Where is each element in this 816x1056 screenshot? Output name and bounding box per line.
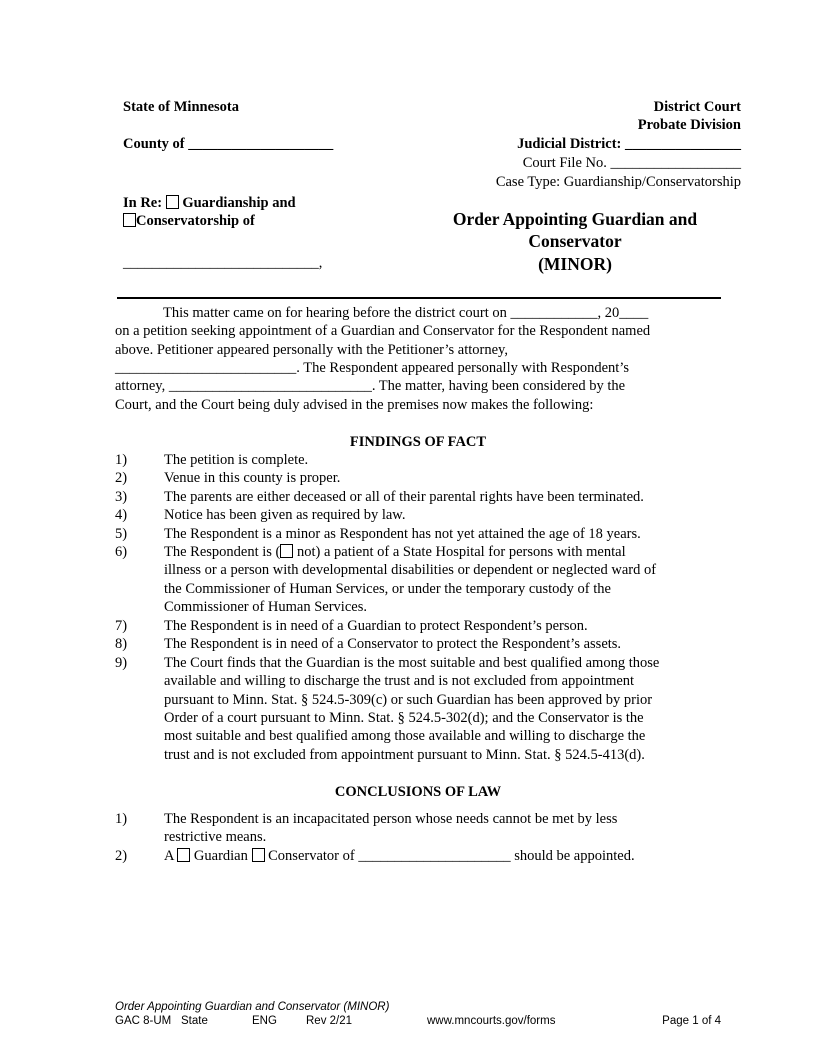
in-re-line2 [123, 212, 255, 230]
finding-9-line4: Order of a court pursuant to Minn. Stat. § 524.5-302(d); and the Conservator is the [164, 709, 644, 726]
guardianship-checkbox[interactable] [166, 195, 179, 209]
finding-6-line3: the Commissioner of Human Services, or under the temporary custody of the [164, 580, 611, 597]
finding-text: Venue in this county is proper. [164, 470, 341, 486]
finding-number: 8) [115, 636, 128, 652]
intro-line5: attorney, ____________________________. The matter, having been considered by the [115, 378, 626, 394]
finding-1 [0, 451, 816, 471]
finding-5 [0, 525, 816, 545]
intro-line4: _________________________. The Respondent appeared personally with Respondent’s [115, 360, 630, 376]
finding-text: The Respondent is in need of a Conservator to protect the Respondent’s assets. [164, 636, 622, 652]
finding-number: 4) [115, 507, 128, 523]
finding-9-line3: pursuant to Minn. Stat. § 524.5-309(c) or such Guardian has been approved by prior [164, 691, 653, 708]
state-label: State of Minnesota [123, 99, 239, 115]
conclusion-2-text-c: Conservator of _____________________ should be appointed. [264, 848, 635, 864]
in-re-prefix: In Re: [123, 195, 163, 211]
court-label: District Court [653, 99, 741, 115]
finding-6-text-a: The Respondent is ( [164, 544, 281, 560]
conclusions-heading: CONCLUSIONS OF LAW [334, 784, 502, 800]
guardian-checkbox[interactable] [177, 848, 190, 862]
county-field[interactable]: County of ____________________ [123, 136, 334, 152]
case-type-label: Case Type: Guardianship/Conservatorship [495, 174, 741, 190]
finding-3 [0, 488, 816, 508]
finding-number: 1) [115, 452, 128, 468]
in-re-conservatorship: Conservatorship of [136, 213, 255, 229]
footer-form-code: GAC 8-UM [115, 1015, 172, 1027]
finding-number: 9) [115, 655, 128, 671]
footer-rev: Rev 2/21 [306, 1015, 353, 1027]
finding-9-line1: The Court finds that the Guardian is the most suitable and best qualified among those [164, 655, 660, 671]
finding-text: Notice has been given as required by law. [164, 507, 406, 523]
finding-6 [0, 543, 816, 619]
conclusion-text [164, 847, 724, 865]
conclusion-1-line2: restrictive means. [164, 829, 267, 846]
finding-2 [0, 469, 816, 489]
finding-4 [0, 506, 816, 526]
intro-line1: This matter came on for hearing before the district court on ____________, 20____ [163, 305, 649, 321]
finding-6-text-b: not) a patient of a State Hospital for persons with mental [293, 544, 626, 560]
conclusion-2-text-a: A [164, 848, 178, 864]
footer-lang: ENG [252, 1015, 277, 1027]
footer-url[interactable]: www.mncourts.gov/forms [427, 1015, 556, 1027]
conclusion-1-line1: The Respondent is an incapacitated person whose needs cannot be met by less [164, 811, 618, 827]
conservatorship-checkbox[interactable] [123, 213, 136, 227]
conclusion-number: 2) [115, 848, 128, 864]
finding-6-line2: illness or a person with developmental disabilities or dependent or neglected ward of [164, 562, 657, 579]
finding-number: 6) [115, 544, 128, 560]
conservator-checkbox[interactable] [252, 848, 265, 862]
finding-9-line6: trust and is not excluded from appointment pursuant to Minn. Stat. § 524.5-413(d). [164, 746, 645, 763]
footer-state: State [181, 1015, 208, 1027]
conclusion-number: 1) [115, 811, 128, 827]
footer-page: Page 1 of 4 [662, 1015, 721, 1027]
court-file-field[interactable]: Court File No. __________________ [522, 155, 741, 171]
finding-8 [0, 635, 816, 655]
division-label: Probate Division [637, 117, 741, 133]
finding-text: The Respondent is in need of a Guardian to protect Respondent’s person. [164, 618, 588, 634]
respondent-name-field[interactable]: ___________________________, [123, 255, 323, 271]
finding-7 [0, 617, 816, 637]
title-line1: Order Appointing Guardian and [452, 209, 698, 229]
finding-text: The Respondent is a minor as Respondent has not yet attained the age of 18 years. [164, 526, 641, 542]
judicial-district-field[interactable] [517, 135, 741, 153]
conclusion-1 [0, 810, 816, 848]
state-hospital-checkbox[interactable] [280, 544, 293, 558]
finding-number: 3) [115, 489, 128, 505]
finding-9-line5: most suitable and best qualified among those available and willing to discharge the [164, 728, 646, 745]
header-divider [117, 297, 721, 299]
title-line3: (MINOR) [538, 254, 612, 274]
finding-number: 7) [115, 618, 128, 634]
intro-line3: above. Petitioner appeared personally with the Petitioner’s attorney, [115, 342, 508, 358]
finding-number: 5) [115, 526, 128, 542]
finding-text: The petition is complete. [164, 452, 309, 468]
conclusion-2-text-b: Guardian [190, 848, 252, 864]
finding-9-line2: available and willing to discharge the trust and is not excluded from appointment [164, 673, 635, 690]
in-re-guardianship: Guardianship and [182, 195, 296, 211]
finding-6-line4: Commissioner of Human Services. [164, 598, 367, 615]
intro-line6: Court, and the Court being duly advised in the premises now makes the following: [115, 397, 594, 413]
findings-heading: FINDINGS OF FACT [349, 434, 487, 450]
in-re-line1 [123, 194, 296, 212]
finding-text: The parents are either deceased or all of their parental rights have been terminated. [164, 489, 644, 505]
finding-text [164, 543, 724, 561]
finding-number: 2) [115, 470, 128, 486]
finding-9 [0, 654, 816, 766]
conclusion-2 [0, 847, 816, 867]
footer-form-title: Order Appointing Guardian and Conservator (MINOR) [115, 1001, 390, 1013]
intro-line2: on a petition seeking appointment of a Guardian and Conservator for the Respondent named [115, 323, 651, 339]
title-line2: Conservator [528, 231, 622, 251]
judicial-district-label: Judicial District: ________________ [517, 136, 741, 152]
